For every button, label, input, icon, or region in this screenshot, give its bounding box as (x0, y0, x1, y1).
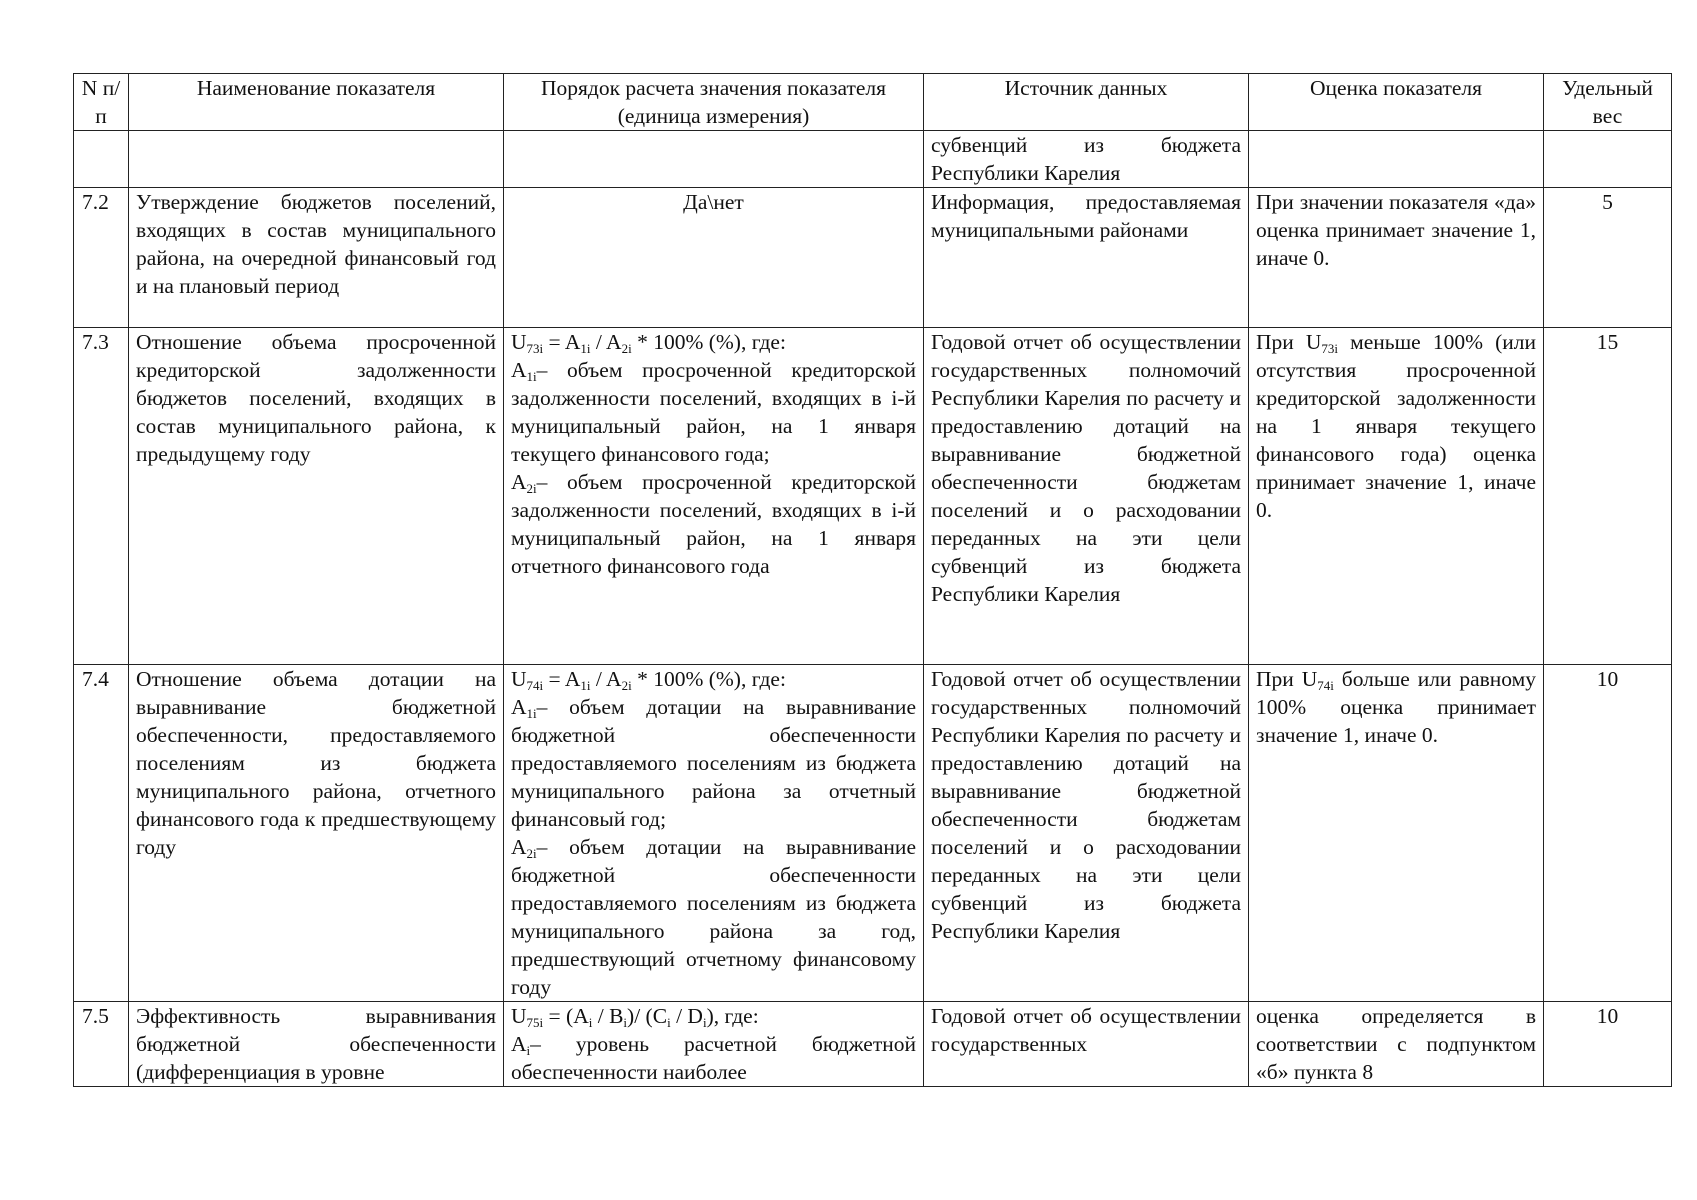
formula-u75: $U_{75i} = (A_i / B_i)/$ $(C_i / D_i)$, где: (511, 1004, 759, 1030)
cell-calc (504, 665, 924, 1002)
cell-calc (504, 131, 924, 188)
cell-name: Эффективность выравнивания бюджетной обеспеченности (дифференциация в уровне (129, 1002, 504, 1087)
cell-name (129, 131, 504, 188)
cell-name: Отношение объема дотации на выравнивание бюджетной обеспеченности, предоставляемого поселениям из бюджета муниципального района, отчетного финансового года к предшествующему году (129, 665, 504, 1002)
cell-num: 7.2 (74, 188, 129, 328)
formula-def-a: $A_i-$ уровень расчетной бюджетной обеспеченности наиболее (511, 1032, 916, 1084)
cell-weight: 5 (1544, 188, 1672, 328)
table-row (74, 1002, 1672, 1087)
cell-source: Годовой отчет об осуществлении государственных (924, 1002, 1249, 1087)
cell-name: Отношение объема просроченной кредиторской задолженности бюджетов поселений, входящих в состав муниципального района, к предыдущему году (129, 328, 504, 665)
header-source: Источник данных (924, 74, 1249, 131)
cell-num: 7.3 (74, 328, 129, 665)
formula-u74: $U_{74i} = A_{1i} / A_{2i} * 100\%$ (%), где: (511, 667, 786, 693)
cell-num: 7.5 (74, 1002, 129, 1087)
header-name: Наименование показателя (129, 74, 504, 131)
cell-eval: При $U_{74i}$ больше или равному 100% оценка принимает значение 1, иначе 0. (1249, 665, 1544, 1002)
cell-weight: 15 (1544, 328, 1672, 665)
cell-eval (1249, 131, 1544, 188)
cell-source: Годовой отчет об осуществлении государственных полномочий Республики Карелия по расчету и предоставлению дотаций на выравнивание бюджетной обеспеченности бюджетам поселений и о расходовании переданных на эти цели субвенций из бюджета Республики Карелия (924, 328, 1249, 665)
cell-calc: Да\нет (504, 188, 924, 328)
cell-source: Информация, предоставляемая муниципальными районами (924, 188, 1249, 328)
cell-eval: При значении показателя «да» оценка принимает значение 1, иначе 0. (1249, 188, 1544, 328)
header-calc: Порядок расчета значения показателя (единица измерения) (504, 74, 924, 131)
header-eval: Оценка показателя (1249, 74, 1544, 131)
cell-eval: оценка определяется в соответствии с подпунктом «б» пункта 8 (1249, 1002, 1544, 1087)
cell-name: Утверждение бюджетов поселений, входящих в состав муниципального района, на очередной финансовый год и на плановый период (129, 188, 504, 328)
indicator-table (73, 73, 1672, 1087)
header-weight: Удельный вес (1544, 74, 1672, 131)
cell-weight: 10 (1544, 665, 1672, 1002)
cell-calc (504, 1002, 924, 1087)
cell-eval: При $U_{73i}$ меньше 100% (или отсутствия просроченной кредиторской задолженности на 1 января текущего финансового года) оценка принимает значение 1, иначе 0. (1249, 328, 1544, 665)
cell-source: субвенций из бюджета Республики Карелия (924, 131, 1249, 188)
cell-weight: 10 (1544, 1002, 1672, 1087)
formula-def-a1: $A_{1i}-$ объем просроченной кредиторской задолженности поселений, входящих в i-й муниципальный район, на 1 января текущего финансового года; (511, 358, 916, 466)
table-row (74, 188, 1672, 328)
table-row (74, 328, 1672, 665)
table-row (74, 131, 1672, 188)
formula-def-a2: $A_{2i}-$ объем дотации на выравнивание бюджетной обеспеченности предоставляемого поселениям из бюджета муниципального района за год, предшествующий отчетному финансовому году (511, 835, 916, 999)
formula-def-a2: $A_{2i}-$ объем просроченной кредиторской задолженности поселений, входящих в i-й муниципальный район, на 1 января отчетного финансового года (511, 470, 916, 578)
cell-weight (1544, 131, 1672, 188)
cell-num: 7.4 (74, 665, 129, 1002)
header-num: N п/п (74, 74, 129, 131)
cell-source: Годовой отчет об осуществлении государственных полномочий Республики Карелия по расчету и предоставлению дотаций на выравнивание бюджетной обеспеченности бюджетам поселений и о расходовании переданных на эти цели субвенций из бюджета Республики Карелия (924, 665, 1249, 1002)
cell-num (74, 131, 129, 188)
document-page (73, 73, 1671, 1087)
cell-calc (504, 328, 924, 665)
formula-def-a1: $A_{1i}-$ объем дотации на выравнивание бюджетной обеспеченности предоставляемого поселениям из бюджета муниципального района за отчетный финансовый год; (511, 695, 916, 831)
formula-u73: $U_{73i} = A_{1i} / A_{2i} * 100\%$ (%), где: (511, 330, 786, 356)
table-header-row (74, 74, 1672, 131)
table-row (74, 665, 1672, 1002)
